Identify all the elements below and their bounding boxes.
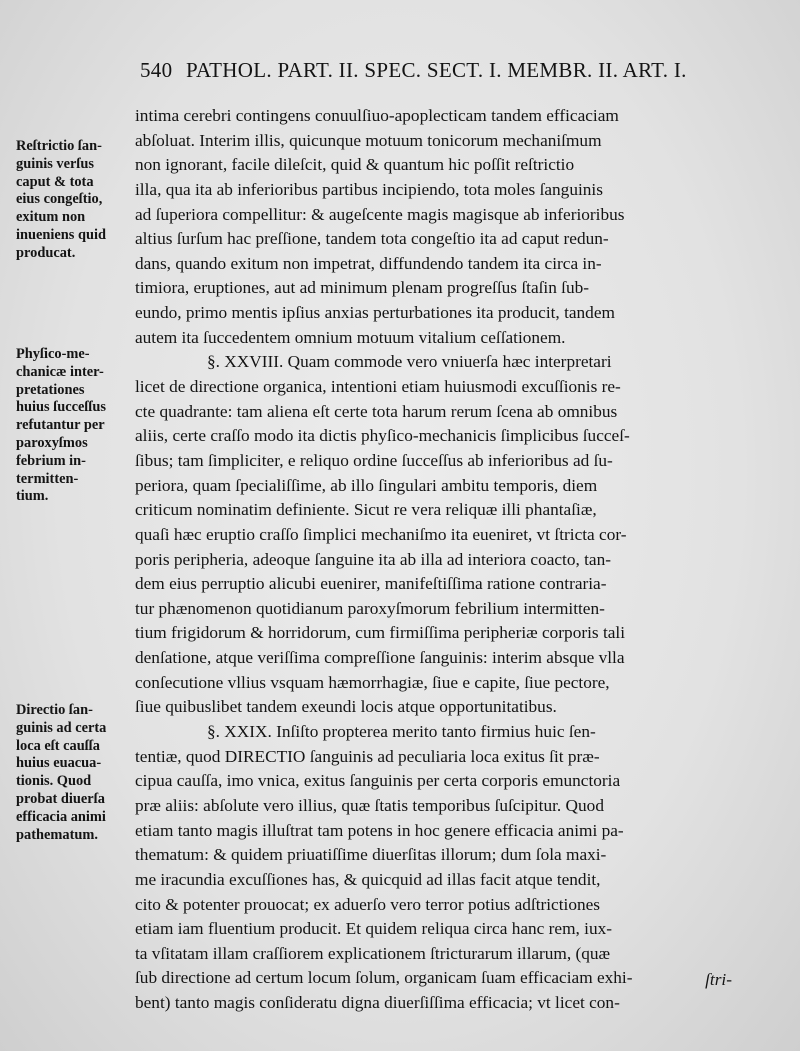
section-heading-line: §. XXVIII. Quam commode vero vniuerſa hæc interpretari <box>207 352 612 372</box>
text-line: ſub directione ad certum locum ſolum, organicam ſuam efficaciam exhi- <box>135 968 633 988</box>
margin-note-line: Reſtrictio ſan- <box>16 138 102 154</box>
running-title: PATHOL. PART. II. SPEC. SECT. I. MEMBR. II. ART. I. <box>185 58 687 82</box>
margin-note-line: loca eſt cauſſa <box>16 737 100 754</box>
text-line: periora, quam ſpecialiſſime, ab illo ſingulari ambitu temporis, diem <box>135 475 598 495</box>
margin-note-line: guinis verſus <box>16 155 94 172</box>
margin-note-line: febrium in- <box>16 452 86 469</box>
running-header <box>140 58 780 83</box>
margin-note-line: producat. <box>16 244 76 261</box>
text-line: etiam tanto magis illuſtrat tam potens in hoc genere efficacia animi pa- <box>135 820 624 840</box>
text-line: ad ſuperiora compellitur: & augeſcente magis magisque ab inferioribus <box>135 204 625 224</box>
margin-note-line: refutantur per <box>16 417 105 434</box>
section-heading-line: §. XXIX. Inſiſto propterea merito tanto firmius huic ſen- <box>207 722 596 742</box>
text-line: ſibus; tam ſimpliciter, e reliquo ordine ſucceſſus ab inferioribus ad ſu- <box>135 450 613 470</box>
text-line: præ aliis: abſolute vero illius, quæ ſtatis temporibus ſuſcipitur. Quod <box>135 795 604 815</box>
margin-note-line: Directio ſan- <box>16 702 93 718</box>
text-line: cito & potenter prouocat; ex aduerſo vero terror potius adſtrictiones <box>135 894 600 914</box>
text-line: ta vſitatam illam craſſiorem explicationem ſtricturarum illarum, (quæ <box>135 943 611 963</box>
text-line: dem eius perruptio alicubi euenirer, manifeſtiſſima ratione contraria- <box>135 574 607 594</box>
text-line: tium frigidorum & horridorum, cum firmiſſima peripheriæ corporis tali <box>135 623 626 643</box>
text-line: cipua cauſſa, imo vnica, exitus ſanguinis per certa corporis emunctoria <box>135 771 621 791</box>
page-number: 540 <box>140 58 173 82</box>
text-line: abſoluat. Interim illis, quicunque motuum tonicorum mechaniſmum <box>135 130 602 150</box>
text-line: thematum: & quidem priuatiſſime diuerſitas illorum; dum ſola maxi- <box>135 845 607 865</box>
text-line: tentiæ, quod DIRECTIO ſanguinis ad peculiaria loca exitus ſit præ- <box>135 746 600 766</box>
text-line: criticum nominatim definiente. Sicut re vera reliquæ illi phantaſiæ, <box>135 500 597 520</box>
text-line: etiam iam fluentium producit. Et quidem reliqua circa hanc rem, iux- <box>135 919 612 939</box>
text-line: eundo, primo mentis ipſius anxias perturbationes ita producit, tandem <box>135 303 615 323</box>
margin-note-line: pretationes <box>16 381 85 398</box>
text-line: bent) tanto magis conſideratu digna diuerſiſſima efficacia; vt licet con- <box>135 993 620 1013</box>
margin-note-directio <box>16 702 140 844</box>
text-line: dans, quando exitum non impetrat, diffundendo tandem ita circa in- <box>135 253 602 273</box>
margin-note-physico <box>16 346 140 506</box>
text-line: me iracundia excuſſiones has, & quicquid ad illas facit atque tendit, <box>135 869 601 889</box>
text-line: tur phænomenon quotidianum paroxyſmorum febrilium intermitten- <box>135 598 605 618</box>
main-text <box>135 104 735 1016</box>
text-line: quaſi hæc eruptio craſſo ſimplici mechaniſmo ita eueniret, vt ſtricta cor- <box>135 524 627 544</box>
margin-note-line: chanicæ inter- <box>16 363 104 380</box>
text-line: licet de directione organica, intentioni etiam huiusmodi excuſſionis re- <box>135 377 621 397</box>
catchword: ſtri- <box>705 970 732 989</box>
text-line: altius ſurſum hac preſſione, tandem tota congeſtio ita ad caput redun- <box>135 229 609 249</box>
margin-note-line: paroxyſmos <box>16 434 88 451</box>
margin-note-line: efficacia animi <box>16 808 106 825</box>
margin-note-line: guinis ad certa <box>16 719 107 736</box>
text-line: conſecutione vllius vsquam hæmorrhagiæ, ſiue e capite, ſiue pectore, <box>135 672 610 692</box>
text-line: non ignorant, facile dileſcit, quid & quantum hic poſſit reſtrictio <box>135 155 575 175</box>
text-line: timiora, eruptiones, aut ad minimum plenam progreſſus ſtaſin ſub- <box>135 278 590 298</box>
text-line: aliis, certe craſſo modo ita dictis phyſico-mechanicis ſimplicibus ſucceſ- <box>135 426 630 446</box>
margin-note-line: tionis. Quod <box>16 773 92 790</box>
margin-note-line: pathematum. <box>16 826 98 843</box>
text-line: denſatione, atque veriſſima compreſſione ſanguinis: interim absque vlla <box>135 648 625 668</box>
margin-note-restrictio <box>16 138 140 263</box>
margin-note-line: inueniens quid <box>16 226 106 243</box>
text-line: illa, qua ita ab inferioribus partibus incipiendo, tota moles ſanguinis <box>135 179 603 199</box>
margin-note-line: huius euacua- <box>16 755 102 772</box>
margin-note-line: probat diuerſa <box>16 790 105 807</box>
text-line: ſiue quibuslibet tandem exeundi locis atque opportunitatibus. <box>135 697 557 717</box>
margin-note-line: huius ſucceſſus <box>16 399 106 416</box>
text-line: poris peripheria, adeoque ſanguine ita ab illa ad interiora coacto, tan- <box>135 549 611 569</box>
margin-note-line: tium. <box>16 488 49 505</box>
text-line: cte quadrante: tam aliena eſt certe tota harum rerum ſcena ab omnibus <box>135 401 618 421</box>
margin-note-line: eius congeſtio, <box>16 191 103 208</box>
text-line: intima cerebri contingens conuulſiuo-apoplecticam tandem efficaciam <box>135 106 619 125</box>
margin-note-line: Phyſico-me- <box>16 346 90 362</box>
margin-note-line: caput & tota <box>16 173 94 190</box>
margin-note-line: exitum non <box>16 209 86 226</box>
margin-note-line: termitten- <box>16 470 79 487</box>
text-line: autem ita ſuccedentem omnium motuum vitalium ceſſationem. <box>135 327 566 347</box>
